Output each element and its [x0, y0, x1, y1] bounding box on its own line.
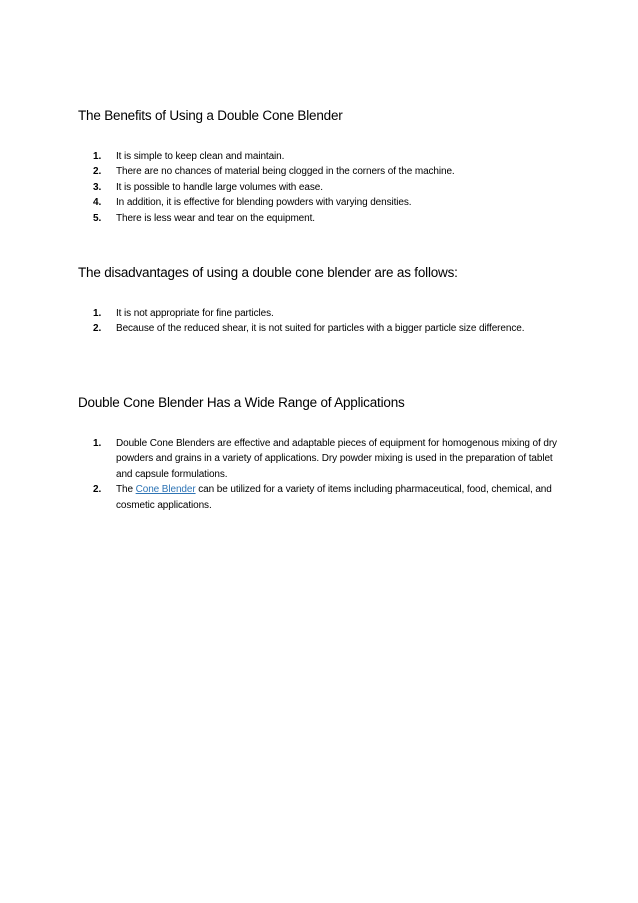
list-item: [0, 211, 560, 226]
list-text-after: can be utilized for a variety of items including pharmaceutical, food, chemical, and cosmetic applications.: [116, 484, 552, 511]
list-number: 5.: [93, 212, 102, 224]
list-text: [116, 482, 560, 513]
list-number: 1.: [93, 438, 102, 449]
list-item: [0, 321, 560, 336]
list-text: It is possible to handle large volumes with ease.: [116, 181, 323, 193]
disadvantages-list: [0, 306, 560, 337]
list-text: It is simple to keep clean and maintain.: [116, 151, 285, 162]
list-number: 2.: [93, 484, 102, 496]
list-text: It is not appropriate for fine particles.: [116, 308, 274, 319]
list-number: 1.: [93, 151, 102, 162]
section-heading-benefits: The Benefits of Using a Double Cone Blender: [78, 108, 343, 123]
list-item: [0, 306, 560, 321]
applications-list: [0, 436, 560, 513]
list-item: [0, 195, 560, 210]
list-text-before: The: [116, 484, 133, 496]
benefits-list: [0, 149, 560, 226]
list-text: Because of the reduced shear, it is not suited for particles with a bigger particle size difference.: [116, 323, 525, 335]
list-item: [0, 436, 560, 482]
section-heading-disadvantages: The disadvantages of using a double cone blender are as follows:: [78, 265, 458, 280]
list-item: [0, 180, 560, 195]
list-item: [0, 482, 560, 513]
list-number: 4.: [93, 197, 102, 209]
list-item: [0, 164, 560, 179]
cone-blender-link[interactable]: Cone Blender: [135, 484, 196, 496]
section-heading-applications: Double Cone Blender Has a Wide Range of Applications: [78, 395, 405, 410]
list-number: 2.: [93, 166, 102, 178]
list-item: [0, 149, 560, 164]
list-text: There are no chances of material being clogged in the corners of the machine.: [116, 166, 455, 178]
list-text: In addition, it is effective for blending powders with varying densities.: [116, 197, 412, 209]
list-text: Double Cone Blenders are effective and adaptable pieces of equipment for homogenous mixing of dry powders and grains in a variety of applications. Dry powder mixing is used in the preparation of tablet and capsule formulations.: [116, 438, 557, 480]
list-number: 2.: [93, 323, 102, 335]
list-number: 3.: [93, 181, 102, 193]
list-number: 1.: [93, 308, 102, 319]
list-text: There is less wear and tear on the equipment.: [116, 212, 315, 224]
